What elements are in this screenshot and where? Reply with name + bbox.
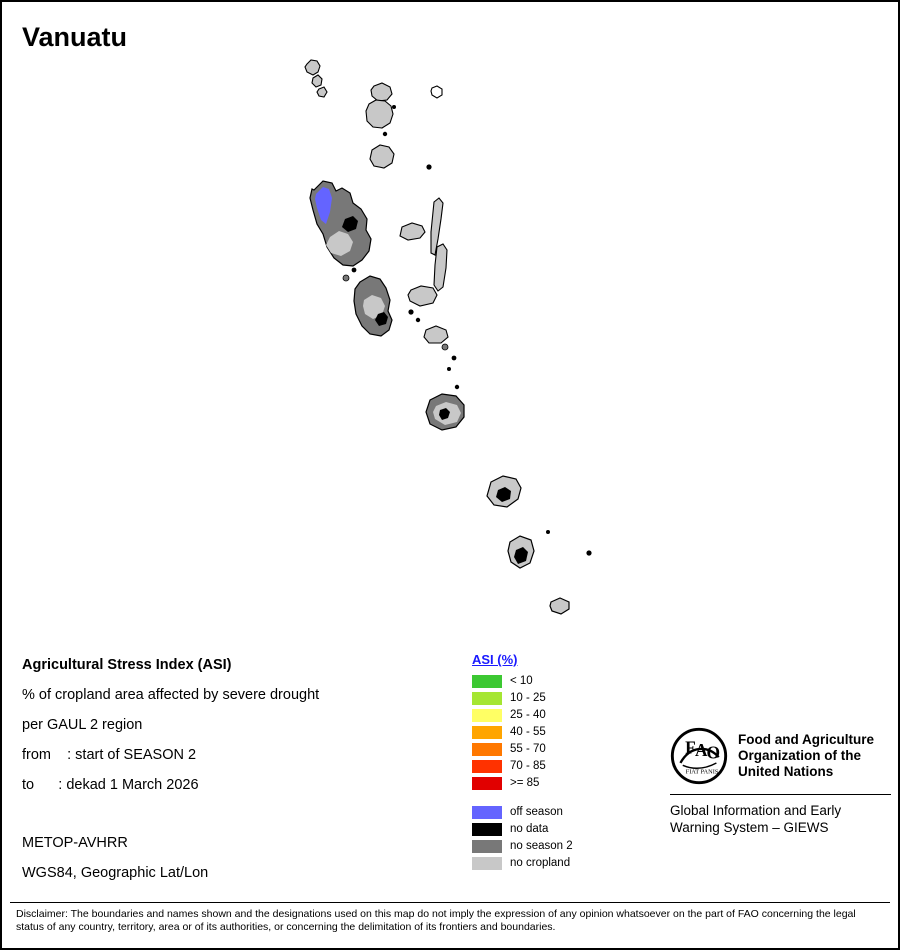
island-vanua-lava <box>366 100 393 128</box>
island-futuna <box>586 550 591 555</box>
sensor-label: METOP-AVHRR <box>22 835 128 851</box>
legend-item <box>472 804 652 821</box>
legend-item <box>472 758 652 775</box>
island-islet-2 <box>383 132 387 136</box>
giews-text <box>670 802 895 836</box>
legend-swatch-gte85 <box>472 777 502 790</box>
legend-swatch-off-season <box>472 806 502 819</box>
island-islet-1 <box>392 105 396 109</box>
island-gaua <box>370 145 394 168</box>
info-line-to: to : dekad 1 March 2026 <box>22 777 199 793</box>
legend-label-no-data: no data <box>510 823 549 835</box>
legend-title: ASI (%) <box>472 652 518 667</box>
island-epi <box>424 326 448 343</box>
disclaimer-text: Disclaimer: The boundaries and names shown and the designations used on this map do not imply the expression of any opinion whatsoever on the part of FAO concerning the legal status of any country, territory, area or of its authorities, or concerning the delimitation of its frontiers and boundaries. <box>16 908 856 933</box>
legend-item <box>472 707 652 724</box>
fao-name-line2: Organization of the <box>738 748 861 763</box>
map-sensor-block <box>22 835 208 895</box>
map-islands <box>305 60 592 614</box>
legend-label-off-season: off season <box>510 806 563 818</box>
legend-swatch-55-70 <box>472 743 502 756</box>
legend-item <box>472 741 652 758</box>
legend-item <box>472 775 652 792</box>
island-torres-2 <box>312 75 322 87</box>
island-makira <box>447 367 451 371</box>
island-tongoa <box>442 344 448 350</box>
legend-item <box>472 855 652 872</box>
legend-label-25-40: 25 - 40 <box>510 709 546 721</box>
legend-label-no-cropland: no cropland <box>510 857 571 869</box>
legend-label-55-70: 55 - 70 <box>510 743 546 755</box>
legend-swatch-lt10 <box>472 675 502 688</box>
island-nguna <box>455 385 459 389</box>
fao-name-line3: United Nations <box>738 764 834 779</box>
giews-line1: Global Information and Early <box>670 803 842 818</box>
legend-swatch-no-data <box>472 823 502 836</box>
island-paama <box>408 309 413 314</box>
info-line-3: per GAUL 2 region <box>22 717 143 733</box>
island-aore <box>352 268 357 273</box>
svg-text:FIAT PANIS: FIAT PANIS <box>685 768 719 776</box>
legend-item <box>472 724 652 741</box>
legend-label-40-55: 40 - 55 <box>510 726 546 738</box>
fao-logo-icon <box>670 727 728 785</box>
island-torres-1 <box>305 60 320 75</box>
island-torres-3 <box>317 87 327 97</box>
legend-swatch-no-cropland <box>472 857 502 870</box>
island-lopevi <box>416 318 420 322</box>
legend-item <box>472 838 652 855</box>
fao-branding <box>670 727 895 836</box>
legend-swatch-70-85 <box>472 760 502 773</box>
vanuatu-map <box>2 42 898 642</box>
island-merelava <box>426 164 431 169</box>
legend-label-no-season-2: no season 2 <box>510 840 573 852</box>
legend-item <box>472 673 652 690</box>
island-mota-lava <box>431 86 442 98</box>
map-info-block <box>22 657 452 807</box>
legend-item <box>472 690 652 707</box>
island-emae <box>452 356 457 361</box>
legend-item <box>472 821 652 838</box>
svg-text:O: O <box>706 742 721 763</box>
info-heading: Agricultural Stress Index (ASI) <box>22 657 232 673</box>
island-aniwa <box>546 530 550 534</box>
legend-gap <box>472 792 652 804</box>
divider <box>10 902 890 903</box>
fao-name-line1: Food and Agriculture <box>738 732 874 747</box>
legend-swatch-25-40 <box>472 709 502 722</box>
island-ambrym <box>408 286 437 306</box>
map-canvas <box>2 42 898 642</box>
divider <box>670 794 891 795</box>
asi-legend <box>472 652 652 872</box>
legend-swatch-10-25 <box>472 692 502 705</box>
legend-label-10-25: 10 - 25 <box>510 692 546 704</box>
island-ureparapara <box>371 83 392 101</box>
island-aneityum <box>550 598 569 614</box>
fao-name <box>738 732 874 780</box>
legend-label-lt10: < 10 <box>510 675 533 687</box>
legend-swatch-no-season-2 <box>472 840 502 853</box>
island-ambae <box>400 223 425 240</box>
island-malo <box>343 275 349 281</box>
legend-label-gte85: >= 85 <box>510 777 540 789</box>
svg-text:A: A <box>694 740 708 760</box>
page-title: Vanuatu <box>22 22 128 52</box>
fao-top-row <box>670 727 895 785</box>
svg-text:F: F <box>685 737 696 758</box>
info-line-from: from : start of SEASON 2 <box>22 747 197 763</box>
legend-label-70-85: 70 - 85 <box>510 760 546 772</box>
legend-swatch-40-55 <box>472 726 502 739</box>
info-line-2: % of cropland area affected by severe drought <box>22 687 320 703</box>
giews-line2: Warning System – GIEWS <box>670 820 829 835</box>
projection-label: WGS84, Geographic Lat/Lon <box>22 865 209 881</box>
